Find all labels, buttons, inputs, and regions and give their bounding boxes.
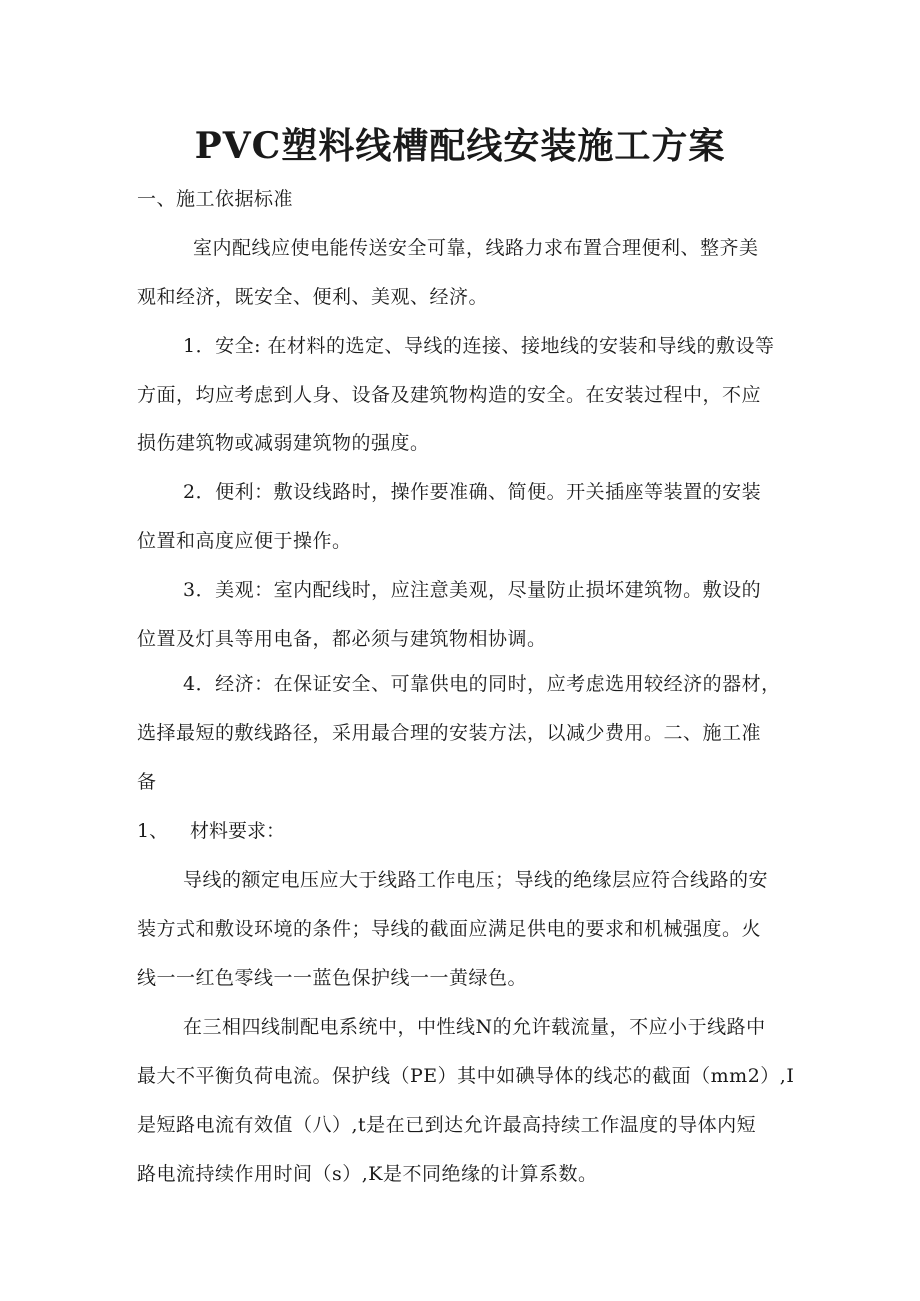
item4-line-2: 选择最短的敷线路径，采用最合理的安装方法，以减少费用。二、施工准 [137, 722, 762, 744]
neutral-para-line-3: 是短路电流有效值（八）,t是在已到达允许最高持续工作温度的导体内短 [137, 1114, 757, 1136]
item1-line-2: 方面，均应考虑到人身、设备及建筑物构造的安全。在安装过程中，不应 [137, 384, 762, 406]
intro-line-1: 室内配线应使电能传送安全可靠，线路力求布置合理便利、整齐美 [193, 237, 759, 259]
item3-line-2: 位置及灯具等用电备，都必须与建筑物相协调。 [137, 628, 547, 650]
intro-line-2: 观和经济，既安全、便利、美观、经济。 [137, 286, 489, 308]
wire-para-line-3: 线一一红色零线一一蓝色保护线一一黄绿色。 [137, 967, 528, 989]
document-title: PVC塑料线槽配线安装施工方案 [194, 125, 726, 167]
materials-number: 1、 [137, 820, 169, 842]
item2-line-1: 2．便利：敷设线路时，操作要准确、简便。开关插座等装置的安装 [183, 481, 762, 503]
materials-heading: 材料要求： [190, 820, 286, 842]
item1-line-1: 1．安全: 在材料的选定、导线的连接、接地线的安装和导线的敷设等 [183, 335, 775, 357]
item4-line-1: 4．经济：在保证安全、可靠供电的同时，应考虑选用较经济的器材， [183, 673, 781, 695]
item1-line-3: 损伤建筑物或减弱建筑物的强度。 [137, 432, 430, 454]
item3-line-1: 3．美观：室内配线时，应注意美观，尽量防止损坏建筑物。敷设的 [183, 579, 762, 601]
wire-para-line-2: 装方式和敷设环境的条件；导线的截面应满足供电的要求和机械强度。火 [137, 918, 762, 940]
item2-line-2: 位置和高度应便于操作。 [137, 530, 352, 552]
item4-line-3: 备 [137, 771, 157, 793]
neutral-para-line-1: 在三相四线制配电系统中，中性线N的允许载流量，不应小于线路中 [183, 1016, 766, 1038]
neutral-para-line-4: 路电流持续作用时间（s）,K是不同绝缘的计算系数。 [137, 1163, 598, 1185]
wire-para-line-1: 导线的额定电压应大于线路工作电压；导线的绝缘层应符合线路的安 [183, 869, 769, 891]
neutral-para-line-2: 最大不平衡负荷电流。保护线（PE）其中如碘导体的线芯的截面（mm2）,I [137, 1065, 795, 1087]
section-heading: 一、施工依据标准 [137, 188, 294, 210]
